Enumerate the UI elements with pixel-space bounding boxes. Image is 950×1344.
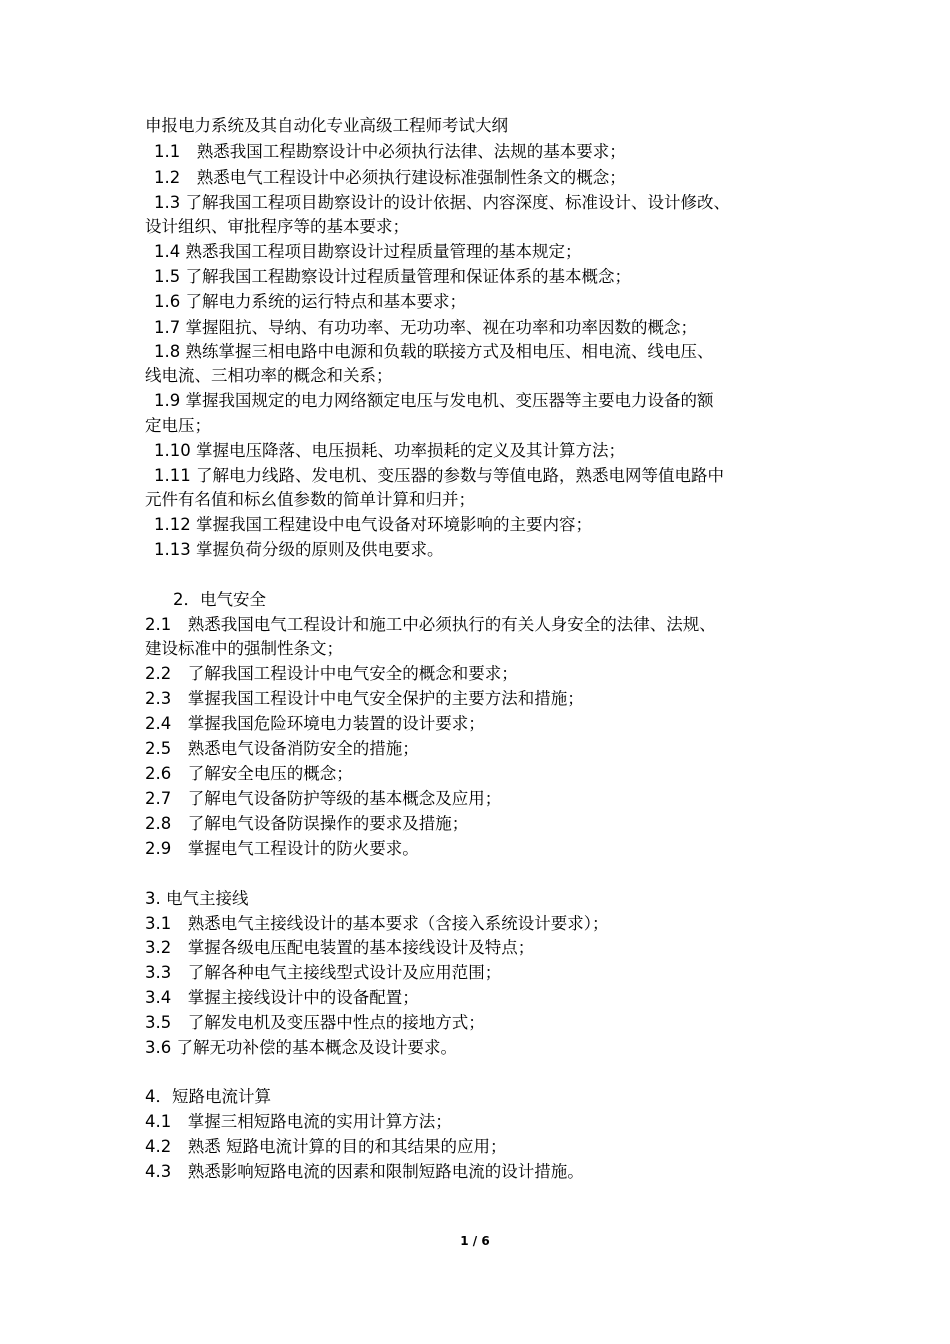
section-heading-3: 3. 电气主接线 bbox=[145, 889, 249, 908]
outline-item-2-6: 2.6 了解安全电压的概念； bbox=[145, 764, 353, 783]
outline-item-1-8-cont: 线电流、三相功率的概念和关系； bbox=[145, 366, 393, 385]
outline-item-1-3-cont: 设计组织、审批程序等的基本要求； bbox=[145, 217, 409, 236]
outline-item-2-7: 2.7 了解电气设备防护等级的基本概念及应用； bbox=[145, 789, 502, 808]
outline-item-3-6: 3.6 了解无功补偿的基本概念及设计要求。 bbox=[145, 1038, 457, 1057]
outline-item-1-3: 1.3 了解我国工程项目勘察设计的设计依据、内容深度、标准设计、设计修改、 bbox=[154, 193, 730, 212]
outline-item-2-1: 2.1 熟悉我国电气工程设计和施工中必须执行的有关人身安全的法律、法规、 bbox=[145, 615, 716, 634]
outline-item-1-9: 1.9 掌握我国规定的电力网络额定电压与发电机、变压器等主要电力设备的额 bbox=[154, 391, 714, 410]
outline-item-3-4: 3.4 掌握主接线设计中的设备配置； bbox=[145, 988, 419, 1007]
outline-item-1-12: 1.12 掌握我国工程建设中电气设备对环境影响的主要内容； bbox=[154, 515, 592, 534]
outline-item-3-5: 3.5 了解发电机及变压器中性点的接地方式； bbox=[145, 1013, 485, 1032]
outline-item-1-5: 1.5 了解我国工程勘察设计过程质量管理和保证体系的基本概念； bbox=[154, 267, 631, 286]
outline-item-2-5: 2.5 熟悉电气设备消防安全的措施； bbox=[145, 739, 419, 758]
outline-item-2-1-cont: 建设标准中的强制性条文； bbox=[145, 639, 343, 658]
outline-item-4-2: 4.2 熟悉 短路电流计算的目的和其结果的应用； bbox=[145, 1137, 507, 1156]
section-heading-2: 2．电气安全 bbox=[173, 590, 266, 609]
outline-item-1-4: 1.4 熟悉我国工程项目勘察设计过程质量管理的基本规定； bbox=[154, 242, 582, 261]
outline-item-1-1: 1.1 熟悉我国工程勘察设计中必须执行法律、法规的基本要求； bbox=[154, 142, 626, 161]
outline-item-4-1: 4.1 掌握三相短路电流的实用计算方法； bbox=[145, 1112, 452, 1131]
outline-item-1-7: 1.7 掌握阻抗、导纳、有功功率、无功功率、视在功率和功率因数的概念； bbox=[154, 318, 697, 337]
outline-item-2-9: 2.9 掌握电气工程设计的防火要求。 bbox=[145, 839, 419, 858]
outline-item-3-3: 3.3 了解各种电气主接线型式设计及应用范围； bbox=[145, 963, 502, 982]
outline-item-2-8: 2.8 了解电气设备防误操作的要求及措施； bbox=[145, 814, 469, 833]
outline-item-3-2: 3.2 掌握各级电压配电装置的基本接线设计及特点； bbox=[145, 938, 535, 957]
outline-item-1-9-cont: 定电压； bbox=[145, 416, 211, 435]
outline-item-3-1: 3.1 熟悉电气主接线设计的基本要求（含接入系统设计要求）； bbox=[145, 914, 609, 933]
outline-item-1-10: 1.10 掌握电压降落、电压损耗、功率损耗的定义及其计算方法； bbox=[154, 441, 625, 460]
outline-item-2-2: 2.2 了解我国工程设计中电气安全的概念和要求； bbox=[145, 664, 518, 683]
outline-item-1-11: 1.11 了解电力线路、发电机、变压器的参数与等值电路，熟悉电网等值电路中 bbox=[154, 466, 724, 485]
outline-item-2-4: 2.4 掌握我国危险环境电力装置的设计要求； bbox=[145, 714, 485, 733]
outline-item-1-11-cont: 元件有名值和标幺值参数的简单计算和归并； bbox=[145, 490, 475, 509]
outline-item-1-8: 1.8 熟练掌握三相电路中电源和负载的联接方式及相电压、相电流、线电压、 bbox=[154, 342, 714, 361]
outline-item-2-3: 2.3 掌握我国工程设计中电气安全保护的主要方法和措施； bbox=[145, 689, 584, 708]
outline-item-4-3: 4.3 熟悉影响短路电流的因素和限制短路电流的设计措施。 bbox=[145, 1162, 584, 1181]
section-heading-4: 4．短路电流计算 bbox=[145, 1087, 271, 1106]
outline-item-1-6: 1.6 了解电力系统的运行特点和基本要求； bbox=[154, 292, 466, 311]
outline-item-1-2: 1.2 熟悉电气工程设计中必须执行建设标准强制性条文的概念； bbox=[154, 168, 626, 187]
page-indicator: 1 / 6 bbox=[460, 1234, 490, 1248]
document-title: 申报电力系统及其自动化专业高级工程师考试大纲 bbox=[145, 116, 508, 135]
outline-item-1-13: 1.13 掌握负荷分级的原则及供电要求。 bbox=[154, 540, 444, 559]
